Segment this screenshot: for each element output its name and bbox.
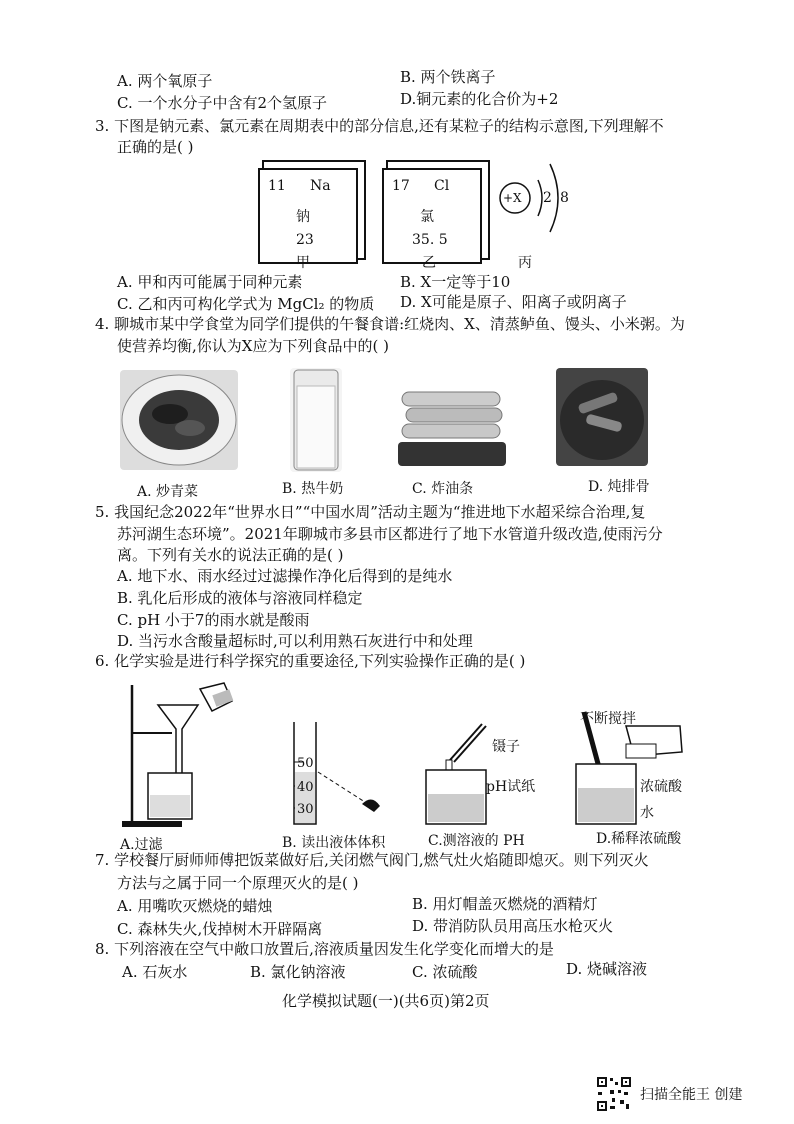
q4-option-c: C. 炸油条 <box>412 481 474 497</box>
filtration-diagram <box>120 675 250 835</box>
chlorine-name: 氯 <box>420 209 434 225</box>
q5-option-b: B. 乳化后形成的液体与溶液同样稳定 <box>117 589 363 607</box>
q7-option-c: C. 森林失火,伐掉树木开辟隔离 <box>117 920 323 938</box>
q6-option-c: C.测溶液的 PH <box>428 833 525 849</box>
q2-option-c: C. 一个水分子中含有2个氢原子 <box>117 94 328 112</box>
q5-stem-line3: 离。下列有关水的说法正确的是( ) <box>117 546 344 564</box>
sodium-name: 钠 <box>296 209 310 225</box>
q5-option-c: C. pH 小于7的雨水就是酸雨 <box>117 611 310 629</box>
chlorine-number: 17 <box>392 178 410 194</box>
cylinder-mark-50: 50 <box>297 756 314 771</box>
q8-option-b: B. 氯化钠溶液 <box>250 963 346 981</box>
water-label: 水 <box>640 805 654 821</box>
q3-option-c: C. 乙和丙可构化学式为 MgCl₂ 的物质 <box>117 295 375 313</box>
stir-label: 不断搅拌 <box>580 711 636 727</box>
q2-option-b: B. 两个铁离子 <box>400 68 496 86</box>
element-card-chlorine <box>382 168 482 264</box>
cylinder-mark-30: 30 <box>297 802 314 817</box>
q2-option-a: A. 两个氧原子 <box>117 72 213 90</box>
q4-stem-line1: 4. 聊城市某中学食堂为同学们提供的午餐食谱:红烧肉、X、清蒸鲈鱼、馒头、小米粥。为 <box>95 315 685 333</box>
ph-paper-label: pH试纸 <box>486 779 536 795</box>
ph-test-diagram <box>420 720 500 830</box>
q3-option-d: D. X可能是原子、阳离子或阴离子 <box>400 293 627 311</box>
acid-label: 浓硫酸 <box>640 779 682 795</box>
q3-option-a: A. 甲和丙可能属于同种元素 <box>117 273 303 291</box>
q4-stem-line2: 使营养均衡,你认为X应为下列食品中的( ) <box>117 337 389 355</box>
q4-option-d: D. 炖排骨 <box>588 479 650 495</box>
q2-option-d: D.铜元素的化合价为+2 <box>400 90 559 108</box>
shell-1-count: 2 <box>543 190 552 206</box>
chlorine-symbol: Cl <box>434 178 450 194</box>
q8-stem: 8. 下列溶液在空气中敞口放置后,溶液质量因发生化学变化而增大的是 <box>95 940 554 958</box>
q8-option-c: C. 浓硫酸 <box>412 963 478 981</box>
q7-option-d: D. 带消防队员用高压水枪灭火 <box>412 917 614 935</box>
element-card-sodium <box>258 168 358 264</box>
chlorine-mass: 35. 5 <box>412 232 448 248</box>
q3-stem-line1: 3. 下图是钠元素、氯元素在周期表中的部分信息,还有某粒子的结构示意图,下列理解不 <box>95 117 664 135</box>
scanner-watermark: 扫描全能王 创建 <box>640 1087 743 1103</box>
qr-code-icon <box>596 1076 632 1112</box>
sodium-symbol: Na <box>310 178 331 194</box>
label-yi: 乙 <box>422 255 436 271</box>
q5-stem-line2: 苏河湖生态环境”。2021年聊城市多县市区都进行了地下水管道升级改造,使雨污分 <box>117 525 663 543</box>
tweezers-label: 镊子 <box>492 739 520 755</box>
sodium-number: 11 <box>268 178 286 194</box>
q4-option-b: B. 热牛奶 <box>282 481 344 497</box>
q7-option-a: A. 用嘴吹灭燃烧的蜡烛 <box>117 897 273 915</box>
q7-stem-line2: 方法与之属于同一个原理灭火的是( ) <box>117 874 359 892</box>
q5-stem-line1: 5. 我国纪念2022年“世界水日”“中国水周”活动主题为“推进地下水超采综合治理,复 <box>95 503 646 521</box>
photo-fried-dough-sticks <box>392 372 512 470</box>
q6-option-d: D.稀释浓硫酸 <box>596 831 682 847</box>
nucleus-charge: +X <box>503 191 522 205</box>
q7-stem-line1: 7. 学校餐厅厨师师傅把饭菜做好后,关闭燃气阀门,燃气灶火焰随即熄灭。则下列灭火 <box>95 851 649 869</box>
sodium-mass: 23 <box>296 232 314 248</box>
photo-stir-fried-greens <box>120 370 238 470</box>
q8-option-a: A. 石灰水 <box>122 963 188 981</box>
photo-hot-milk <box>290 368 342 472</box>
q5-option-a: A. 地下水、雨水经过过滤操作净化后得到的是纯水 <box>117 567 453 585</box>
page-footer: 化学模拟试题(一)(共6页)第2页 <box>282 992 490 1010</box>
q3-option-b: B. X一定等于10 <box>400 273 511 291</box>
shell-2-count: 8 <box>560 190 569 206</box>
q3-stem-line2: 正确的是( ) <box>117 138 194 156</box>
q6-stem: 6. 化学实验是进行科学探究的重要途径,下列实验操作正确的是( ) <box>95 652 526 670</box>
photo-stewed-ribs <box>556 368 648 466</box>
cylinder-mark-40: 40 <box>297 780 314 795</box>
q6-option-a: A.过滤 <box>120 837 163 853</box>
q7-option-b: B. 用灯帽盖灭燃烧的酒精灯 <box>412 895 598 913</box>
label-jia: 甲 <box>296 255 310 271</box>
label-bing: 丙 <box>518 255 532 271</box>
q5-option-d: D. 当污水含酸量超标时,可以利用熟石灰进行中和处理 <box>117 632 473 650</box>
q6-option-b: B. 读出液体体积 <box>282 835 386 851</box>
q8-option-d: D. 烧碱溶液 <box>566 960 648 978</box>
q4-option-a: A. 炒青菜 <box>137 484 199 500</box>
